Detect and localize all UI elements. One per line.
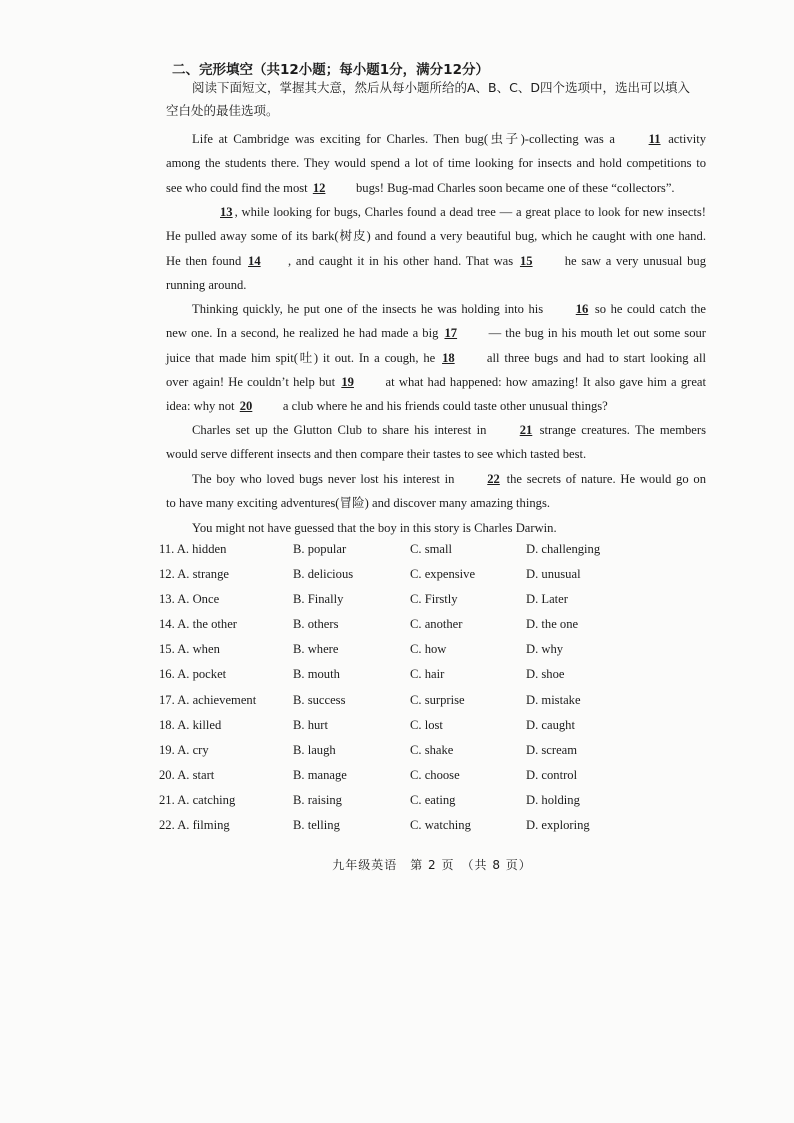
passage-line: see who could find the most 12 bugs! Bug-mad Charles soon became one of these “collectors”. [166, 176, 706, 200]
answer-options [159, 542, 719, 843]
blank-14: 14 [248, 253, 261, 268]
option-c: C. another [410, 617, 463, 632]
option-d: D. Later [526, 592, 568, 607]
option-d: D. exploring [526, 818, 590, 833]
passage-line: new one. In a second, he realized he had made a big 17 — the bug in his mouth let out some sour [166, 321, 706, 345]
passage-line: among the students there. They would spend a lot of time looking for insects and hold competitions to [166, 156, 706, 171]
option-d: D. shoe [526, 667, 565, 682]
page-footer: 九年级英语 第 2 页 （共 8 页） [332, 858, 532, 872]
option-row-21 [159, 793, 719, 818]
option-b: B. where [293, 642, 339, 657]
section-title: 二、完形填空（共12小题；每小题1分，满分12分） [172, 62, 489, 78]
option-c: C. hair [410, 667, 445, 682]
passage-line: idea: why not 20 a club where he and his friends could taste other unusual things? [166, 394, 706, 418]
passage-line: The boy who loved bugs never lost his interest in 22 the secrets of nature. He would go on [166, 467, 706, 491]
option-d: D. unusual [526, 567, 581, 582]
option-c: C. choose [410, 767, 460, 782]
passage-line: over again! He couldn’t help but 19 at what had happened: how amazing! It also gave him a great [166, 370, 706, 394]
option-c: C. Firstly [410, 592, 458, 607]
option-d: D. why [526, 642, 564, 657]
blank-17: 17 [444, 326, 458, 341]
option-d: D. the one [526, 617, 579, 632]
option-b: B. raising [293, 792, 342, 807]
option-d: D. holding [526, 792, 580, 807]
passage-paragraph-2 [166, 200, 706, 297]
option-a: 15. A. when [159, 642, 220, 657]
option-row-17 [159, 693, 719, 718]
option-a: 18. A. killed [159, 717, 222, 732]
instruction-line-1: 阅读下面短文，掌握其大意，然后从每小题所给的A、B、C、D四个选项中，选出可以填入 [192, 80, 690, 95]
option-a: 14. A. the other [159, 617, 237, 632]
passage-line: He pulled away some of its bark(树皮) and found a very beautiful bug, which he caught with one hand. [166, 229, 706, 244]
option-row-11 [159, 542, 719, 567]
option-d: D. challenging [526, 542, 601, 556]
option-a: 13. A. Once [159, 592, 220, 607]
passage-line: Thinking quickly, he put one of the insects he was holding into his 16 so he could catch the [166, 297, 706, 321]
option-a: 22. A. filming [159, 818, 230, 833]
option-b: B. popular [293, 542, 347, 556]
blank-19: 19 [341, 374, 354, 389]
option-b: B. hurt [293, 717, 328, 732]
passage-paragraph-1 [166, 127, 706, 200]
passage-line: to have many exciting adventures(冒险) and discover many amazing things. [166, 496, 550, 511]
option-b: B. laugh [293, 742, 336, 757]
passage-line: He then found 14 , and caught it in his other hand. That was 15 he saw a very unusual bug [166, 249, 706, 273]
passage-paragraph-6 [166, 516, 706, 540]
option-row-12 [159, 567, 719, 592]
blank-22: 22 [487, 472, 500, 486]
blank-21: 21 [519, 423, 533, 437]
blank-15: 15 [519, 253, 533, 268]
option-row-13 [159, 592, 719, 617]
option-d: D. control [526, 767, 578, 782]
option-a: 20. A. start [159, 767, 215, 782]
instruction-line-2: 空白处的最佳选项。 [166, 103, 279, 118]
option-b: B. delicious [293, 567, 354, 582]
option-a: 21. A. catching [159, 792, 236, 807]
section-instructions [166, 76, 706, 122]
option-c: C. watching [410, 818, 471, 833]
passage-line: Life at Cambridge was exciting for Charles. Then bug(虫子)-collecting was a 11 activity [166, 127, 706, 151]
option-b: B. mouth [293, 667, 340, 682]
option-a: 11. A. hidden [159, 542, 227, 556]
option-row-19 [159, 743, 719, 768]
option-b: B. success [293, 692, 346, 707]
option-c: C. expensive [410, 567, 476, 582]
passage-paragraph-3 [166, 297, 706, 418]
blank-16: 16 [575, 302, 589, 316]
passage-line: 13 , while looking for bugs, Charles found a dead tree — a great place to look for new insects! [166, 200, 706, 224]
passage-paragraph-5 [166, 467, 706, 516]
option-a: 12. A. strange [159, 567, 229, 582]
option-c: C. lost [410, 717, 443, 732]
option-c: C. how [410, 642, 447, 657]
option-a: 16. A. pocket [159, 667, 227, 682]
blank-20: 20 [239, 399, 253, 414]
option-row-20 [159, 768, 719, 793]
option-row-14 [159, 617, 719, 642]
option-c: C. surprise [410, 692, 465, 707]
blank-12: 12 [312, 180, 326, 195]
option-b: B. telling [293, 818, 340, 833]
option-row-15 [159, 642, 719, 667]
option-b: B. Finally [293, 592, 344, 607]
option-d: D. scream [526, 742, 578, 757]
option-c: C. eating [410, 792, 456, 807]
option-d: D. caught [526, 717, 575, 732]
blank-13: 13 [220, 205, 233, 219]
option-c: C. small [410, 542, 452, 556]
passage-line: Charles set up the Glutton Club to share his interest in 21 strange creatures. The members [166, 418, 706, 442]
passage-line: running around. [166, 277, 247, 292]
option-b: B. manage [293, 767, 347, 782]
option-c: C. shake [410, 742, 454, 757]
passage-line: would serve different insects and then compare their tastes to see which tasted best. [166, 447, 587, 462]
option-row-18 [159, 718, 719, 743]
option-a: 17. A. achievement [159, 692, 257, 707]
option-d: D. mistake [526, 692, 581, 707]
blank-18: 18 [442, 350, 455, 365]
option-row-22 [159, 818, 719, 843]
option-row-16 [159, 667, 719, 692]
blank-11: 11 [648, 132, 661, 146]
option-b: B. others [293, 617, 339, 632]
option-a: 19. A. cry [159, 742, 209, 757]
passage-paragraph-4 [166, 418, 706, 467]
passage-line: You might not have guessed that the boy in this story is Charles Darwin. [192, 521, 557, 535]
passage-line: juice that made him spit(吐) it out. In a cough, he 18 all three bugs and had to start looking all [166, 346, 706, 370]
